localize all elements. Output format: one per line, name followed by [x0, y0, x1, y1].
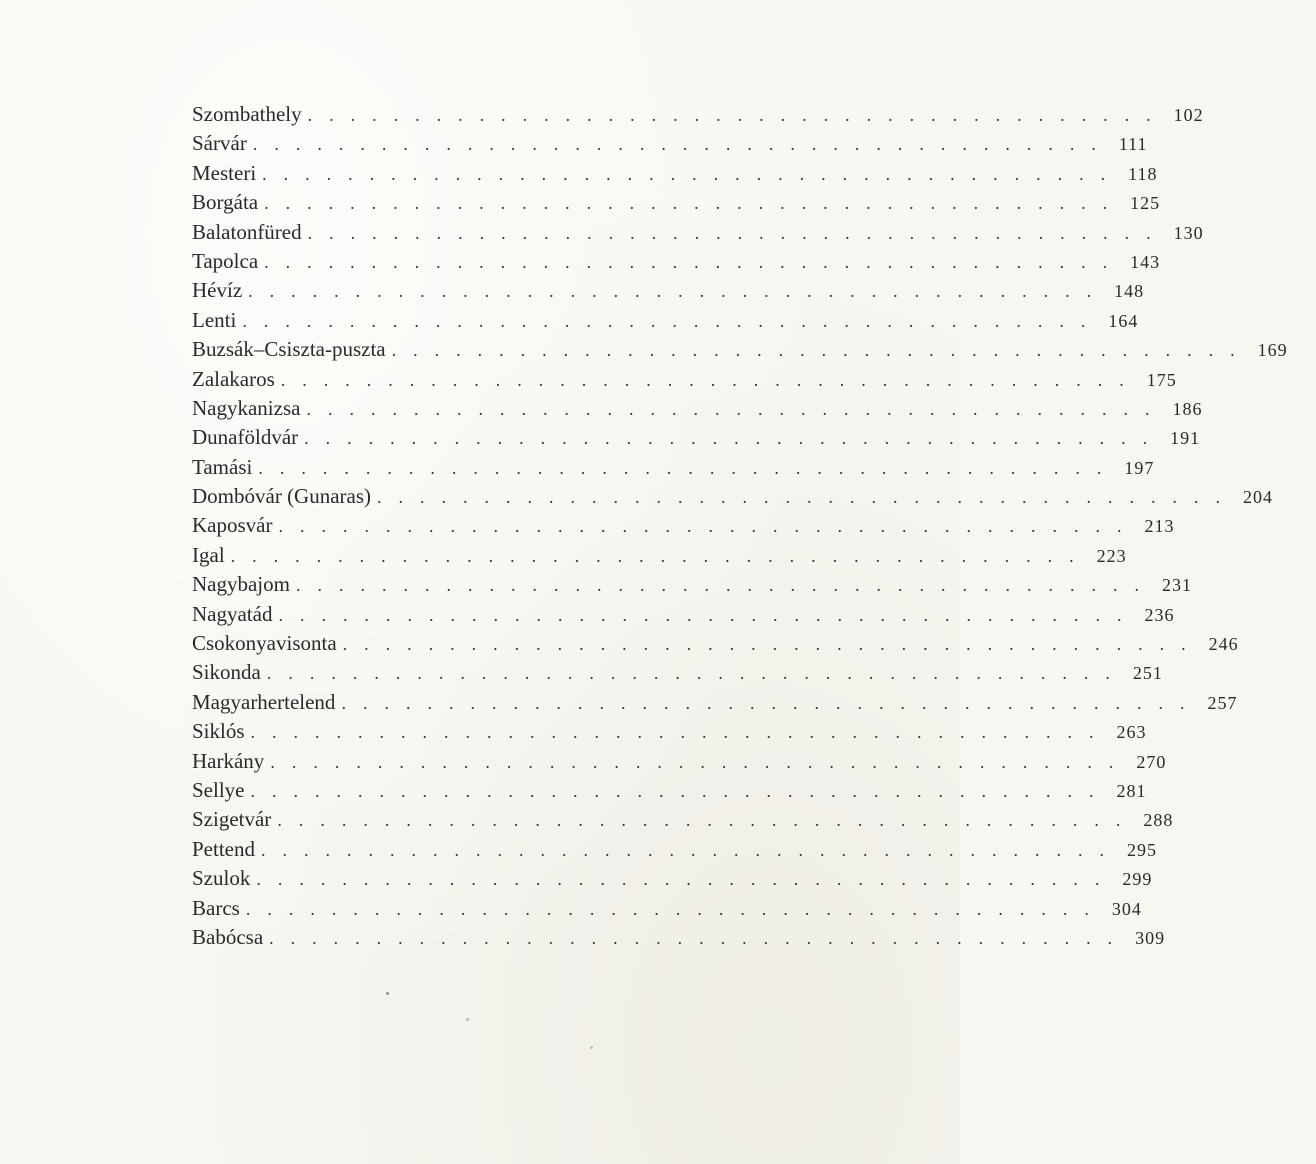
toc-place-name: Buzsák–Csiszta-puszta — [192, 337, 386, 362]
toc-place-name: Kaposvár — [192, 513, 273, 538]
ink-speck — [466, 1018, 469, 1021]
toc-place-name: Szombathely — [192, 102, 302, 126]
toc-entry — [192, 835, 1157, 864]
dot-leader: ........................................ — [307, 222, 1168, 243]
toc-place-name: Mesteri — [192, 160, 257, 185]
toc-place-name: Tapolca — [192, 248, 259, 273]
toc-page-number: 102 — [1173, 105, 1204, 125]
toc-page-number: 204 — [1243, 487, 1274, 508]
toc-page-number: 191 — [1170, 428, 1201, 449]
toc-place-name: Balatonfüred — [192, 219, 302, 244]
toc-entry — [192, 188, 1161, 217]
toc-entry — [192, 600, 1175, 629]
toc-page-number: 148 — [1114, 281, 1145, 302]
toc-page-number: 309 — [1135, 927, 1166, 948]
toc-place-name: Siklós — [192, 719, 245, 744]
toc-place-name: Szulok — [192, 866, 251, 891]
toc-page-number: 213 — [1144, 516, 1175, 537]
dot-leader: ........................................ — [261, 839, 1121, 860]
dot-leader: ........................................ — [306, 398, 1167, 419]
dot-leader: ........................................ — [278, 516, 1139, 537]
toc-entry — [192, 923, 1166, 952]
toc-place-name: Dombóvár (Gunaras) — [192, 484, 372, 509]
toc-place-name: Sellye — [192, 777, 245, 802]
toc-entry — [192, 688, 1238, 717]
toc-page-number: 236 — [1144, 604, 1175, 625]
toc-place-name: Babócsa — [192, 924, 264, 949]
toc-entry — [192, 511, 1175, 540]
toc-page-number: 246 — [1208, 634, 1239, 655]
toc-page-number: 257 — [1207, 692, 1238, 713]
toc-entry — [192, 247, 1161, 276]
toc-page-number: 263 — [1116, 722, 1147, 743]
dot-leader: ........................................ — [258, 457, 1119, 478]
toc-page-number: 125 — [1130, 193, 1161, 214]
toc-place-name: Szigetvár — [192, 807, 272, 832]
toc-place-name: Hévíz — [192, 278, 243, 303]
toc-place-name: Pettend — [192, 836, 255, 861]
dot-leader: ........................................ — [295, 575, 1156, 596]
toc-place-name: Csokonyavisonta — [192, 631, 337, 656]
ink-speck — [590, 1046, 593, 1049]
dot-leader: ........................................ — [230, 545, 1091, 566]
toc-place-name: Lenti — [192, 307, 237, 332]
toc-page-number: 111 — [1118, 134, 1148, 155]
toc-page-number: 186 — [1172, 398, 1203, 419]
dot-leader: ........................................ — [250, 780, 1111, 801]
toc-place-name: Magyarhertelend — [192, 689, 336, 714]
toc-page-number: 164 — [1108, 310, 1139, 331]
toc-entry — [192, 335, 1288, 364]
dot-leader: ........................................ — [270, 751, 1131, 772]
toc-entry — [192, 453, 1155, 482]
toc-entry — [192, 717, 1147, 746]
dot-leader: ........................................ — [266, 663, 1127, 684]
dot-leader: ........................................ — [280, 369, 1141, 390]
toc-place-name: Harkány — [192, 748, 265, 773]
table-of-contents — [192, 100, 1288, 952]
dot-leader: ........................................ — [341, 692, 1202, 713]
toc-place-name: Borgáta — [192, 190, 259, 215]
toc-place-name: Sárvár — [192, 131, 247, 156]
dot-leader: ........................................ — [391, 340, 1252, 361]
dot-leader: ........................................ — [264, 193, 1125, 214]
toc-page-number: 231 — [1161, 575, 1192, 596]
toc-place-name: Barcs — [192, 895, 240, 920]
dot-leader: ........................................ — [278, 604, 1139, 625]
dot-leader: ........................................ — [256, 869, 1117, 890]
toc-page-number: 299 — [1122, 869, 1153, 890]
toc-place-name: Dunaföldvár — [192, 425, 299, 450]
toc-entry — [192, 541, 1127, 570]
toc-place-name: Igal — [192, 542, 225, 567]
ink-speck — [386, 992, 389, 995]
toc-entry — [192, 570, 1192, 599]
toc-entry — [192, 482, 1274, 511]
toc-page-number: 197 — [1124, 457, 1155, 478]
toc-page-number: 143 — [1130, 251, 1161, 272]
toc-page-number: 251 — [1132, 663, 1163, 684]
toc-entry — [192, 306, 1139, 335]
toc-entry — [192, 629, 1239, 658]
dot-leader: ........................................ — [277, 810, 1138, 831]
dot-leader: ........................................ — [307, 105, 1168, 125]
toc-page-number: 118 — [1128, 163, 1158, 184]
dot-leader: ........................................ — [250, 722, 1111, 743]
toc-entry — [192, 276, 1145, 305]
toc-page-number: 295 — [1127, 839, 1157, 860]
toc-entry — [192, 218, 1204, 247]
toc-place-name: Nagyatád — [192, 601, 273, 626]
toc-page-number: 223 — [1096, 545, 1127, 566]
toc-place-name: Sikonda — [192, 660, 261, 685]
toc-place-name: Tamási — [192, 454, 253, 479]
toc-entry — [192, 100, 1204, 129]
toc-place-name: Nagybajom — [192, 572, 290, 597]
toc-page-number: 270 — [1136, 751, 1167, 772]
dot-leader: ........................................ — [304, 428, 1165, 449]
dot-leader: ........................................ — [377, 487, 1238, 508]
toc-entry — [192, 658, 1163, 687]
toc-page-number: 175 — [1146, 369, 1177, 390]
toc-entry — [192, 365, 1177, 394]
toc-entry — [192, 394, 1203, 423]
dot-leader: ........................................ — [252, 134, 1113, 155]
dot-leader: ........................................ — [242, 310, 1103, 331]
toc-page-number: 169 — [1257, 340, 1288, 361]
toc-entry — [192, 894, 1142, 923]
toc-entry — [192, 864, 1153, 893]
dot-leader: ........................................ — [248, 281, 1109, 302]
toc-place-name: Nagykanizsa — [192, 395, 301, 420]
toc-entry — [192, 805, 1174, 834]
toc-entry — [192, 423, 1201, 452]
toc-page-number: 130 — [1173, 222, 1204, 243]
dot-leader: ........................................ — [269, 927, 1130, 948]
dot-leader: ........................................ — [262, 163, 1123, 184]
dot-leader: ........................................ — [245, 898, 1106, 919]
toc-entry — [192, 129, 1148, 158]
toc-place-name: Zalakaros — [192, 366, 275, 391]
toc-entry — [192, 747, 1167, 776]
toc-page-number: 288 — [1143, 810, 1174, 831]
dot-leader: ........................................ — [264, 251, 1125, 272]
toc-page-number: 281 — [1116, 780, 1147, 801]
dot-leader: ........................................ — [342, 634, 1203, 655]
toc-page-number: 304 — [1111, 898, 1142, 919]
toc-entry — [192, 776, 1147, 805]
toc-entry — [192, 159, 1158, 188]
